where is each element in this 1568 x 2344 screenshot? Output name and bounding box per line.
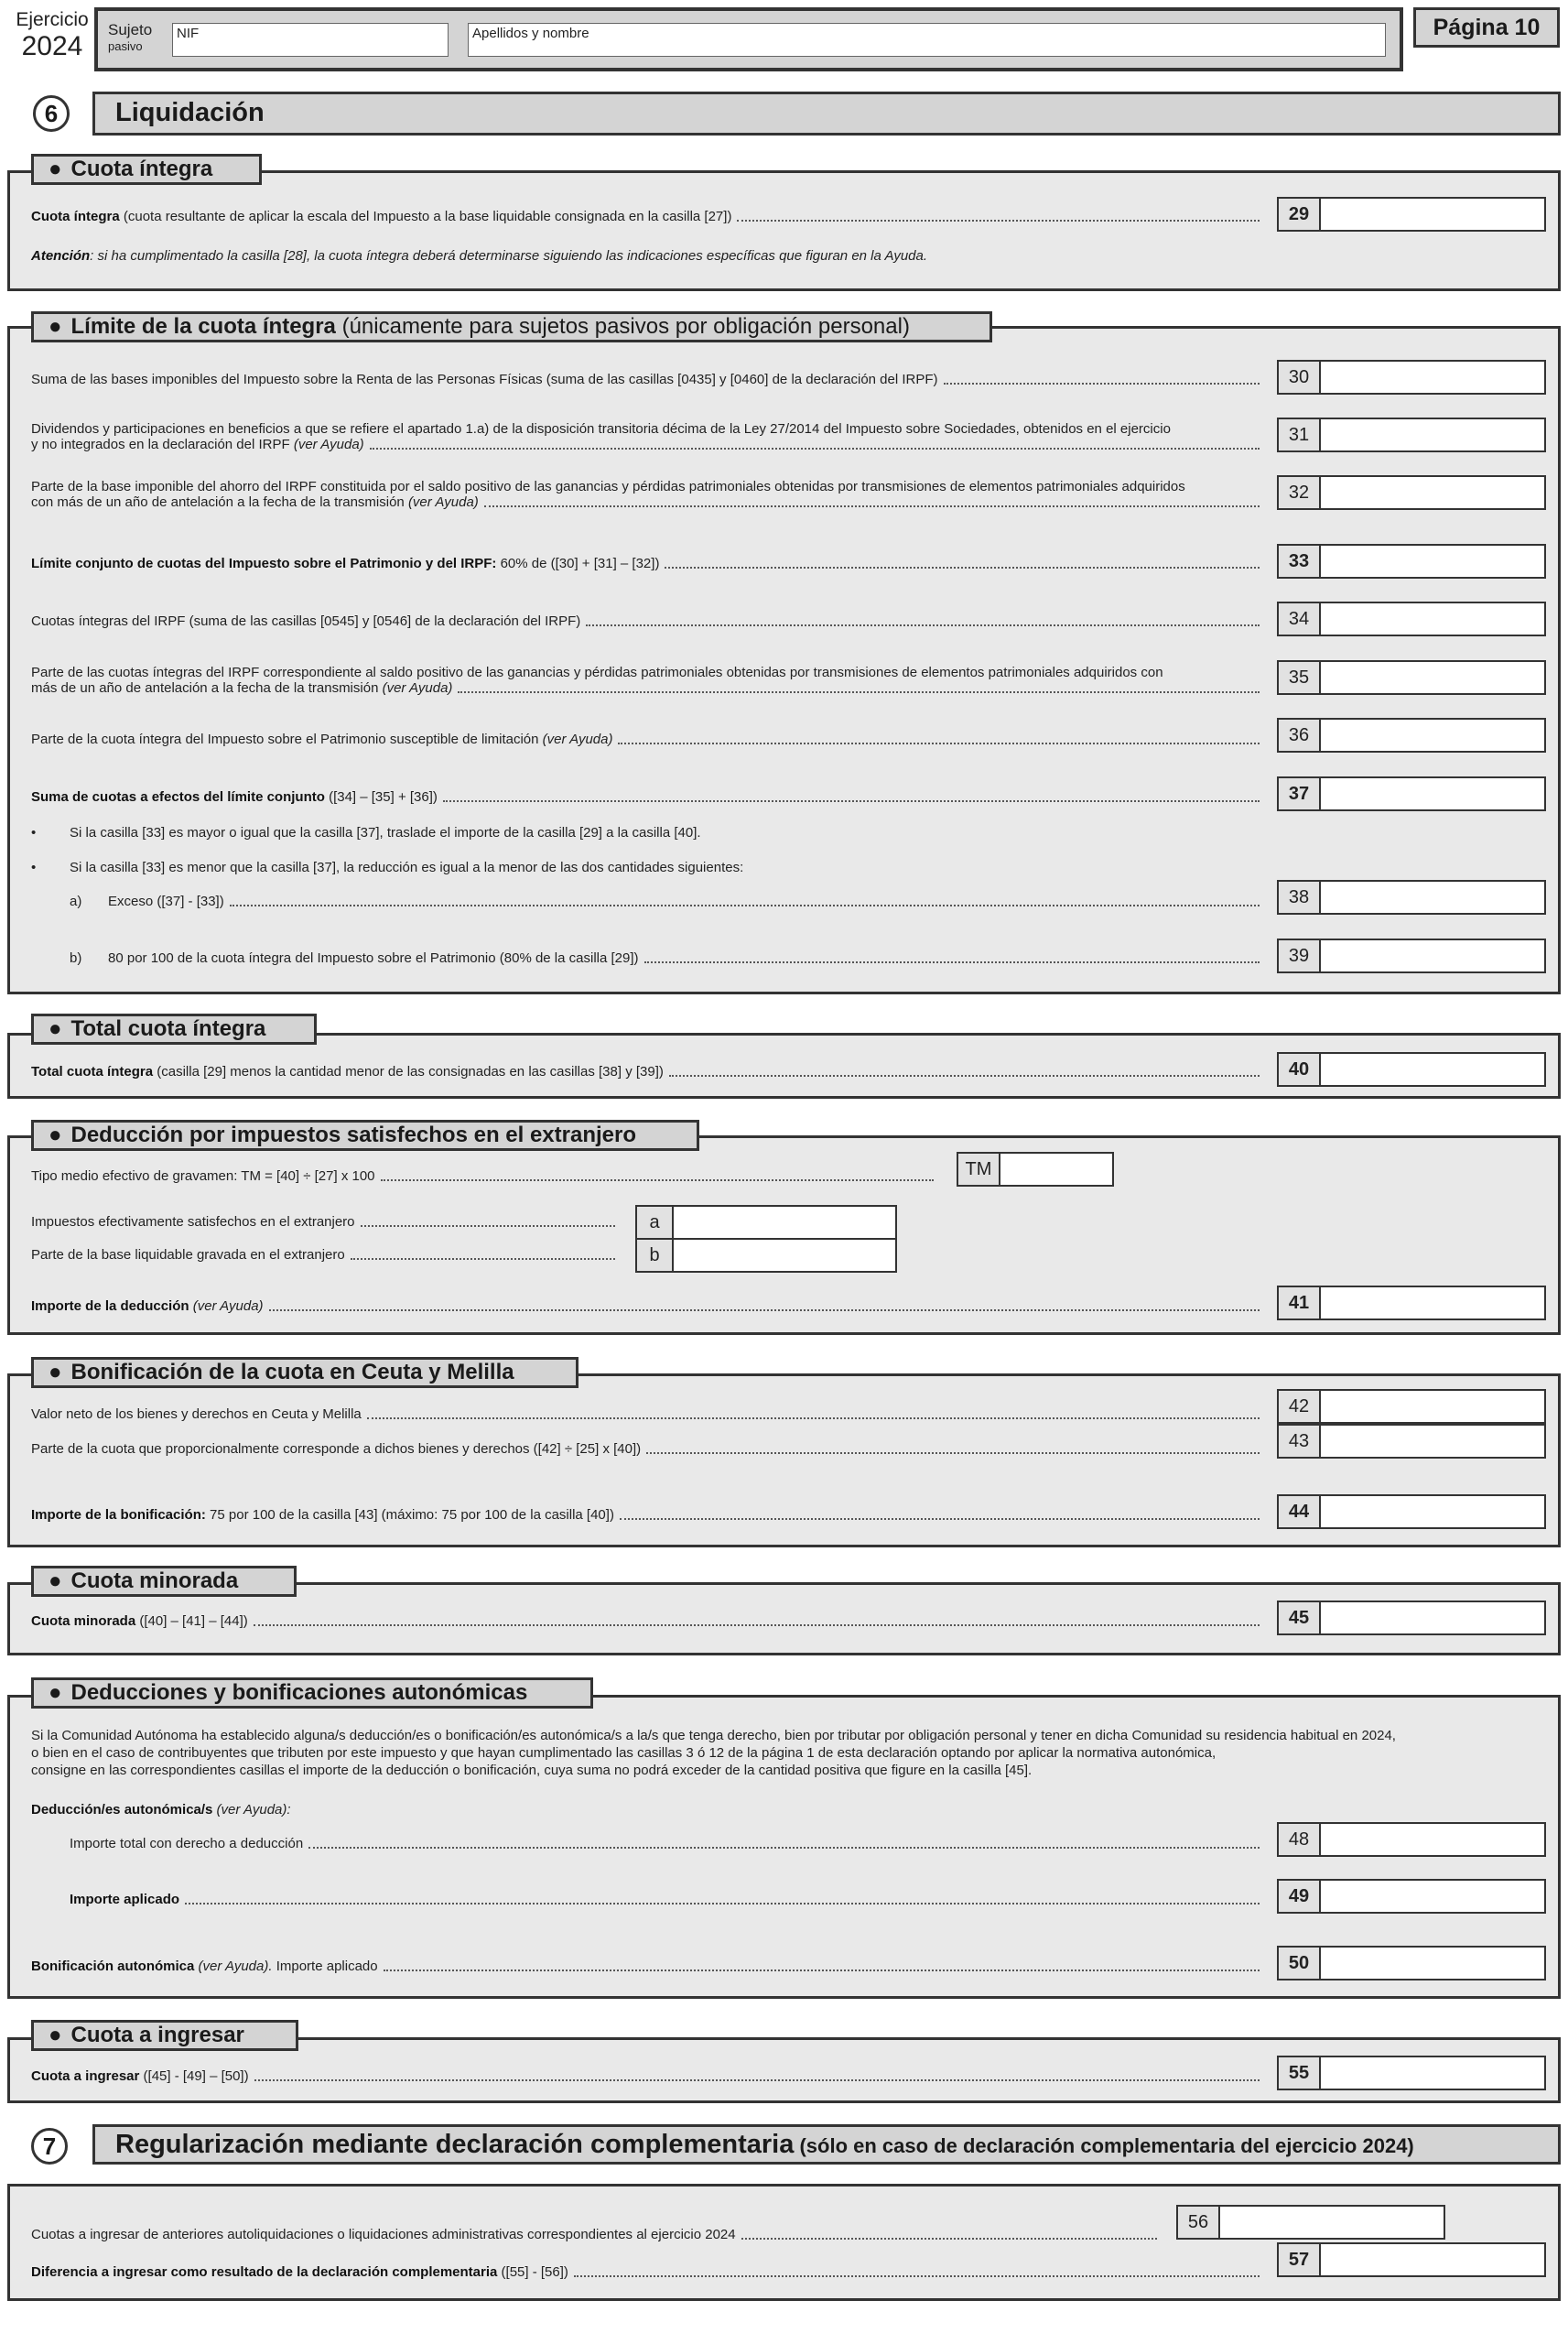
row-32 xyxy=(31,479,1263,510)
casilla-39[interactable] xyxy=(1277,939,1546,973)
row-57-bold: Diferencia a ingresar como resultado de la declaración complementaria xyxy=(31,2264,498,2280)
casilla-34-number: 34 xyxy=(1279,603,1321,635)
casilla-29-number: 29 xyxy=(1279,199,1321,230)
row-56-text: Cuotas a ingresar de anteriores autoliquidaciones o liquidaciones administrativas correspondientes al ejercicio 2024 xyxy=(31,2227,736,2242)
row-50 xyxy=(31,1959,1263,1974)
row-38-label: a) xyxy=(70,894,82,909)
row-41-bold: Importe de la deducción xyxy=(31,1298,189,1314)
extranjero-title: Deducción por impuestos satisfechos en el extranjero xyxy=(70,1123,637,1147)
casilla-41[interactable] xyxy=(1277,1286,1546,1320)
atencion-note xyxy=(31,248,1263,264)
deducciones-ayuda: (ver Ayuda): xyxy=(212,1802,291,1818)
total-tab: ● Total cuota íntegra xyxy=(31,1014,317,1045)
row-57 xyxy=(31,2264,1263,2280)
autonomicas-tab: ● Deducciones y bonificaciones autonómicas xyxy=(31,1677,593,1709)
section-7-title xyxy=(92,2124,1561,2165)
row-55-text: ([45] - [49] – [50]) xyxy=(139,2068,249,2084)
section-7-title-sub: (sólo en caso de declaración complementaria del ejercicio 2024) xyxy=(794,2134,1414,2157)
row-40-bold: Total cuota íntegra xyxy=(31,1064,154,1080)
row-48 xyxy=(70,1836,1263,1851)
casilla-40-number: 40 xyxy=(1279,1054,1321,1085)
extranjero-tab: ● Deducción por impuestos satisfechos en el extranjero xyxy=(31,1120,699,1151)
casilla-55-input[interactable] xyxy=(1321,2057,1544,2089)
row-43-text: Parte de la cuota que proporcionalmente corresponde a dichos bienes y derechos ([42] ÷ [25] x [40]) xyxy=(31,1441,642,1457)
casilla-b-input[interactable] xyxy=(674,1240,895,1271)
row-31-line1: Dividendos y participaciones en beneficios a que se refiere el apartado 1.a) de la disposición transitoria décima de la Ley 27/2014 del Impuesto sobre Sociedades, obtenidos en el ejercicio xyxy=(31,421,1171,437)
row-41-ayuda: (ver Ayuda) xyxy=(189,1298,264,1314)
row-57-text: ([55] - [56]) xyxy=(497,2264,568,2280)
casilla-39-input[interactable] xyxy=(1321,940,1544,971)
casilla-42-input[interactable] xyxy=(1321,1391,1544,1422)
row-40-text: (casilla [29] menos la cantidad menor de las consignadas en las casillas [38] y [39]) xyxy=(153,1064,664,1080)
casilla-55-number: 55 xyxy=(1279,2057,1321,2089)
cuota-integra-tab: ● Cuota íntegra xyxy=(31,154,262,185)
row-34 xyxy=(31,613,1263,629)
ejercicio-year: 2024 xyxy=(21,31,83,61)
row-42-text: Valor neto de los bienes y derechos en Ceuta y Melilla xyxy=(31,1406,362,1422)
casilla-32[interactable] xyxy=(1277,475,1546,510)
casilla-b[interactable] xyxy=(635,1238,897,1273)
deducciones-label xyxy=(31,1802,1263,1818)
ceuta-title: Bonificación de la cuota en Ceuta y Melilla xyxy=(70,1360,514,1384)
row-37 xyxy=(31,789,1263,805)
row-49-bold: Importe aplicado xyxy=(70,1892,180,1907)
casilla-42-number: 42 xyxy=(1279,1391,1321,1422)
row-45 xyxy=(31,1613,1263,1629)
casilla-37-input[interactable] xyxy=(1321,778,1544,809)
row-40 xyxy=(31,1064,1263,1080)
casilla-43-number: 43 xyxy=(1279,1426,1321,1457)
row-31-line2: y no integrados en la declaración del IRPF xyxy=(31,437,294,452)
row-56 xyxy=(31,2227,1161,2242)
row-36-ayuda: (ver Ayuda) xyxy=(542,732,613,747)
limite-tab: ● Límite de la cuota íntegra (únicamente para sujetos pasivos por obligación personal) xyxy=(31,311,992,342)
section-6-number: 6 xyxy=(33,95,70,132)
casilla-33-input[interactable] xyxy=(1321,546,1544,577)
casilla-45[interactable] xyxy=(1277,1601,1546,1635)
casilla-56-number: 56 xyxy=(1178,2207,1220,2238)
casilla-40-input[interactable] xyxy=(1321,1054,1544,1085)
cuota-integra-title: Cuota íntegra xyxy=(70,157,213,181)
ejercicio xyxy=(13,9,92,62)
casilla-41-input[interactable] xyxy=(1321,1287,1544,1318)
row-32-line1: Parte de la base imponible del ahorro del IRPF constituida por el saldo positivo de las ganancias y pérdidas patrimoniales obtenidas por transmisiones de elementos patrimoniales adquiridos xyxy=(31,479,1185,494)
row-39 xyxy=(70,950,1263,966)
row-33-text: 60% de ([30] + [31] – [32]) xyxy=(496,556,660,571)
casilla-48[interactable] xyxy=(1277,1822,1546,1857)
row-34-text: Cuotas íntegras del IRPF (suma de las casillas [0545] y [0546] de la declaración del IRPF) xyxy=(31,613,581,629)
casilla-37[interactable] xyxy=(1277,776,1546,811)
casilla-36-input[interactable] xyxy=(1321,720,1544,751)
casilla-49[interactable] xyxy=(1277,1879,1546,1914)
row-32-line2: con más de un año de antelación a la fecha de la transmisión xyxy=(31,494,408,510)
casilla-56[interactable] xyxy=(1176,2205,1445,2240)
bullet-2: • Si la casilla [33] es menor que la casilla [37], la reducción es igual a la menor de las dos cantidades siguientes: xyxy=(31,860,744,875)
row-a-text: Impuestos efectivamente satisfechos en el extranjero xyxy=(31,1214,355,1230)
casilla-56-input[interactable] xyxy=(1220,2207,1444,2238)
casilla-29[interactable] xyxy=(1277,197,1546,232)
row-35-ayuda: (ver Ayuda) xyxy=(382,680,453,696)
row-33 xyxy=(31,556,1263,571)
row-31 xyxy=(31,421,1263,452)
row-45-text: ([40] – [41] – [44]) xyxy=(135,1613,248,1629)
casilla-50[interactable] xyxy=(1277,1946,1546,1980)
casilla-39-number: 39 xyxy=(1279,940,1321,971)
row-30 xyxy=(31,372,1263,387)
row-39-text: 80 por 100 de la cuota íntegra del Impuesto sobre el Patrimonio (80% de la casilla [29]) xyxy=(108,950,639,966)
row-32-ayuda: (ver Ayuda) xyxy=(407,494,479,510)
row-35 xyxy=(31,665,1263,696)
casilla-48-input[interactable] xyxy=(1321,1824,1544,1855)
row-30-text: Suma de las bases imponibles del Impuesto sobre la Renta de las Personas Físicas (suma de las casillas [0435] y [0460] de la declaración del IRPF) xyxy=(31,372,938,387)
pasivo-label: pasivo xyxy=(108,39,143,53)
autonomicas-p2: o bien en el caso de contribuyentes que tributen por este impuesto y que hayan cumplimentado las casillas 3 ó 12 de la página 1 de esta declaración optando por aplicar la normativa autonómica, xyxy=(31,1745,1217,1761)
autonomicas-title: Deducciones y bonificaciones autonómicas xyxy=(70,1680,528,1705)
row-44 xyxy=(31,1507,1263,1523)
casilla-48-number: 48 xyxy=(1279,1824,1321,1855)
casilla-38-number: 38 xyxy=(1279,882,1321,913)
casilla-35-number: 35 xyxy=(1279,662,1321,693)
row-35-line1: Parte de las cuotas íntegras del IRPF correspondiente al saldo positivo de las ganancias y pérdidas patrimoniales obtenidas por transmisiones de elementos patrimoniales adquiridos con xyxy=(31,665,1163,680)
apellidos-nombre-field[interactable] xyxy=(468,23,1386,57)
casilla-29-input[interactable] xyxy=(1321,199,1544,230)
casilla-43[interactable] xyxy=(1277,1424,1546,1459)
casilla-42[interactable] xyxy=(1277,1389,1546,1424)
bullet-1: • Si la casilla [33] es mayor o igual que la casilla [37], traslade el importe de la casilla [29] a la casilla [40]. xyxy=(31,825,701,841)
section-6-title: Liquidación xyxy=(92,92,1561,136)
casilla-tm[interactable] xyxy=(957,1152,1114,1187)
row-55-bold: Cuota a ingresar xyxy=(31,2068,140,2084)
section-7-number: 7 xyxy=(31,2128,68,2165)
casilla-45-number: 45 xyxy=(1279,1602,1321,1633)
row-37-bold: Suma de cuotas a efectos del límite conjunto xyxy=(31,789,325,805)
row-37-text: ([34] – [35] + [36]) xyxy=(324,789,438,805)
casilla-35[interactable] xyxy=(1277,660,1546,695)
casilla-31[interactable] xyxy=(1277,418,1546,452)
casilla-34-input[interactable] xyxy=(1321,603,1544,635)
casilla-b-label: b xyxy=(637,1240,674,1271)
casilla-38-input[interactable] xyxy=(1321,882,1544,913)
sujeto-label: Sujeto xyxy=(108,21,153,38)
bullet-1-text: Si la casilla [33] es mayor o igual que la casilla [37], traslade el importe de la casilla [29] a la casilla [40]. xyxy=(70,825,701,841)
nif-field[interactable] xyxy=(172,23,449,57)
row-38-text: Exceso ([37] - [33]) xyxy=(108,894,224,909)
casilla-57[interactable] xyxy=(1277,2242,1546,2277)
ceuta-tab: ● Bonificación de la cuota en Ceuta y Melilla xyxy=(31,1357,579,1388)
minorada-tab: ● Cuota minorada xyxy=(31,1566,297,1597)
casilla-a[interactable] xyxy=(635,1205,897,1240)
row-44-bold: Importe de la bonificación: xyxy=(31,1507,206,1523)
row-tm xyxy=(31,1168,937,1184)
row-36 xyxy=(31,732,1263,747)
casilla-30[interactable] xyxy=(1277,360,1546,395)
row-tm-text: Tipo medio efectivo de gravamen: TM = [40] ÷ [27] x 100 xyxy=(31,1168,375,1184)
row-41 xyxy=(31,1298,1263,1314)
casilla-36[interactable] xyxy=(1277,718,1546,753)
casilla-31-input[interactable] xyxy=(1321,419,1544,450)
casilla-32-number: 32 xyxy=(1279,477,1321,508)
row-50-bold: Bonificación autonómica xyxy=(31,1959,195,1974)
casilla-49-number: 49 xyxy=(1279,1881,1321,1912)
row-33-bold: Límite conjunto de cuotas del Impuesto sobre el Patrimonio y del IRPF: xyxy=(31,556,497,571)
nif-label: NIF xyxy=(177,26,200,41)
row-50-ayuda: (ver Ayuda). xyxy=(194,1959,273,1974)
row-42 xyxy=(31,1406,1263,1422)
casilla-41-number: 41 xyxy=(1279,1287,1321,1318)
deducciones-bold: Deducción/es autonómica/s xyxy=(31,1802,213,1818)
casilla-49-input[interactable] xyxy=(1321,1881,1544,1912)
row-43 xyxy=(31,1441,1263,1457)
casilla-30-input[interactable] xyxy=(1321,362,1544,393)
casilla-50-input[interactable] xyxy=(1321,1948,1544,1979)
casilla-40[interactable] xyxy=(1277,1052,1546,1087)
autonomicas-p3: consigne en las correspondientes casillas el importe de la deducción o bonificación, cuya suma no podrá exceder de la cantidad positiva que figure en la casilla [45]. xyxy=(31,1763,1033,1778)
row-29-text: (cuota resultante de aplicar la escala del Impuesto a la base liquidable consignada en la casilla [27]) xyxy=(119,209,732,224)
row-35-line2: más de un año de antelación a la fecha de la transmisión xyxy=(31,680,383,696)
row-a xyxy=(31,1214,619,1230)
casilla-33-number: 33 xyxy=(1279,546,1321,577)
row-39-label: b) xyxy=(70,950,82,966)
casilla-tm-input[interactable] xyxy=(1000,1154,1112,1185)
apellidos-nombre-label: Apellidos y nombre xyxy=(472,26,589,41)
row-55 xyxy=(31,2068,1263,2084)
row-48-text: Importe total con derecho a deducción xyxy=(70,1836,304,1851)
casilla-37-number: 37 xyxy=(1279,778,1321,809)
casilla-43-input[interactable] xyxy=(1321,1426,1544,1457)
casilla-38[interactable] xyxy=(1277,880,1546,915)
total-title: Total cuota íntegra xyxy=(70,1016,266,1041)
casilla-a-label: a xyxy=(637,1207,674,1238)
limite-subtitle: (únicamente para sujetos pasivos por obligación personal) xyxy=(335,314,910,339)
casilla-tm-label: TM xyxy=(958,1154,1000,1185)
casilla-31-number: 31 xyxy=(1279,419,1321,450)
bullet-2-text: Si la casilla [33] es menor que la casilla [37], la reducción es igual a la menor de las dos cantidades siguientes: xyxy=(70,860,744,875)
row-50-text: Importe aplicado xyxy=(272,1959,378,1974)
row-49 xyxy=(70,1892,1263,1907)
casilla-35-input[interactable] xyxy=(1321,662,1544,693)
casilla-34[interactable] xyxy=(1277,602,1546,636)
casilla-33[interactable] xyxy=(1277,544,1546,579)
row-b xyxy=(31,1247,619,1263)
row-45-bold: Cuota minorada xyxy=(31,1613,136,1629)
casilla-32-input[interactable] xyxy=(1321,477,1544,508)
casilla-36-number: 36 xyxy=(1279,720,1321,751)
section-7-title-main: Regularización mediante declaración complementaria xyxy=(115,2130,795,2159)
row-29-bold: Cuota íntegra xyxy=(31,209,120,224)
sujeto-pasivo-label xyxy=(108,22,152,55)
row-31-ayuda: (ver Ayuda) xyxy=(293,437,364,452)
row-b-text: Parte de la base liquidable gravada en el extranjero xyxy=(31,1247,345,1263)
casilla-50-number: 50 xyxy=(1279,1948,1321,1979)
row-36-text: Parte de la cuota íntegra del Impuesto sobre el Patrimonio susceptible de limitación xyxy=(31,732,543,747)
casilla-44[interactable] xyxy=(1277,1494,1546,1529)
row-44-text: 75 por 100 de la casilla [43] (máximo: 75 por 100 de la casilla [40]) xyxy=(205,1507,614,1523)
ejercicio-label: Ejercicio xyxy=(16,9,89,30)
page-number: Página 10 xyxy=(1413,7,1560,48)
atencion-text: : si ha cumplimentado la casilla [28], la cuota íntegra deberá determinarse siguiendo las indicaciones específicas que figuran en la Ayuda. xyxy=(90,248,928,264)
casilla-57-input[interactable] xyxy=(1321,2244,1544,2275)
casilla-55[interactable] xyxy=(1277,2056,1546,2090)
limite-title: Límite de la cuota íntegra xyxy=(70,314,336,339)
atencion-bold: Atención xyxy=(31,248,91,264)
casilla-44-number: 44 xyxy=(1279,1496,1321,1527)
minorada-title: Cuota minorada xyxy=(70,1568,239,1593)
row-38 xyxy=(70,894,1263,909)
casilla-57-number: 57 xyxy=(1279,2244,1321,2275)
ingresar-tab: ● Cuota a ingresar xyxy=(31,2020,298,2051)
casilla-44-input[interactable] xyxy=(1321,1496,1544,1527)
casilla-45-input[interactable] xyxy=(1321,1602,1544,1633)
casilla-a-input[interactable] xyxy=(674,1207,895,1238)
row-29 xyxy=(31,209,1263,224)
autonomicas-paragraph xyxy=(31,1727,1551,1779)
autonomicas-p1: Si la Comunidad Autónoma ha establecido alguna/s deducción/es o bonificación/es autonómica/s a la/s que tenga derecho, bien por tributar por obligación personal y tener en dicha Comunidad su residencia habitual en 2024, xyxy=(31,1728,1396,1743)
casilla-30-number: 30 xyxy=(1279,362,1321,393)
ingresar-title: Cuota a ingresar xyxy=(70,2023,244,2047)
